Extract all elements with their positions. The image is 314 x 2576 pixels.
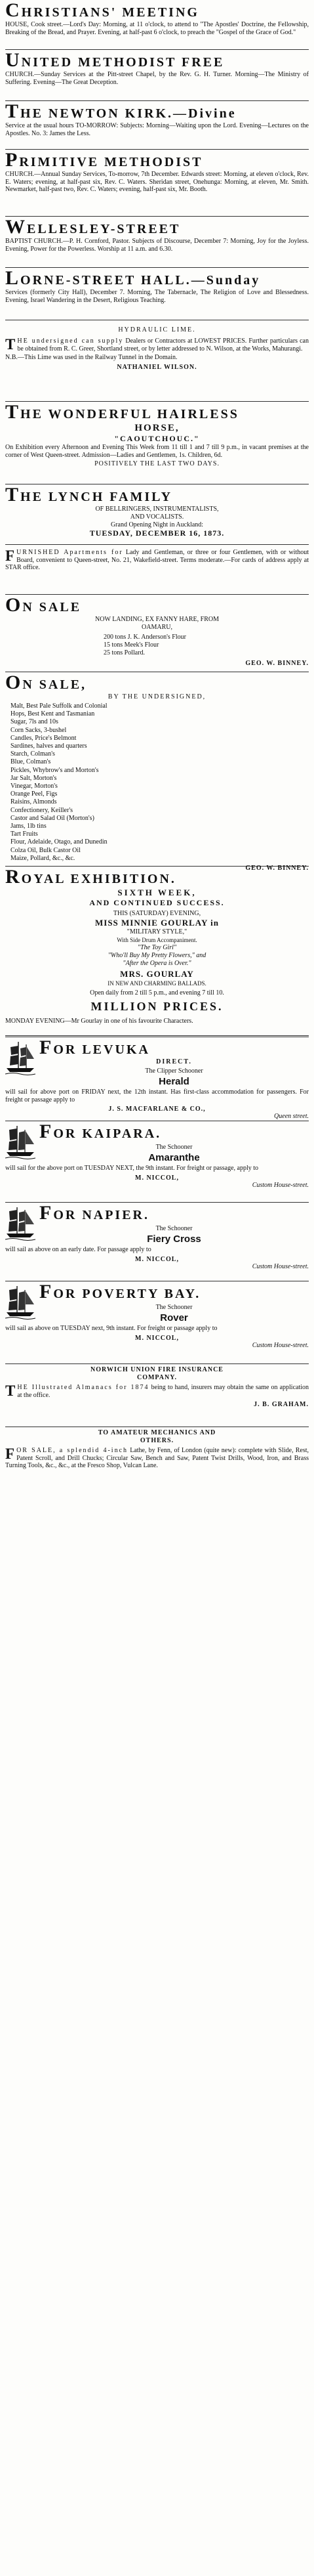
list-item: Sugar, 7ls and 10s (10, 718, 58, 726)
ad-line: Open daily from 2 till 5 p.m., and evening 7 till 10. (90, 989, 224, 997)
ad-furnished-apartments (5, 545, 309, 595)
ad-signature: M. NICCOL, (135, 1255, 179, 1263)
ad-signature: M. NICCOL, (135, 1174, 179, 1182)
list-item: 200 tons J. K. Anderson's Flour (104, 633, 186, 641)
ad-line: OF BELLRINGERS, INSTRUMENTALISTS, (95, 505, 219, 513)
list-item: Jar Salt, Morton's (10, 774, 57, 782)
ad-body: CHURCH.—Sunday Services at the Pitt-street Chapel, by the Rev. G. H. Turner. Morning—The Ministry of Suffering. Evening—The Great Deception. (5, 71, 309, 86)
ad-heading: FOR POVERTY BAY. (39, 1281, 201, 1302)
list-item: 25 tons Pollard. (104, 649, 146, 657)
ad-signature: J. S. MACFARLANE & CO., (108, 1106, 206, 1113)
ad-signature: GEO. W. BINNEY. (245, 865, 309, 872)
ad-signature: J. B. GRAHAM. (254, 1401, 309, 1409)
ad-lynch-family (5, 484, 309, 545)
list-item: Tart Fruits (10, 830, 38, 838)
ad-heading: FOR KAIPARA. (39, 1121, 162, 1142)
ad-heading: THE NEWTON KIRK.—Divine (5, 100, 237, 122)
list-item: Malt, Best Pale Suffolk and Colonial (10, 702, 108, 710)
ad-body: THE undersigned can supply Dealers or Contractors at LOWEST PRICES. Further particulars can be obtained from R. C. Greer, Shortland street, or by letter addressed to N. Wilson, at the Works, Mahurangi. (5, 336, 309, 353)
ad-body: will sail for above port on FRIDAY next, the 12th instant. Has first-class accommodation for passengers. For freight or passage apply to (5, 1088, 309, 1104)
ad-body: MONDAY EVENING—Mr Gourlay in one of his favourite Characters. (5, 1018, 193, 1025)
list-item: Castor and Salad Oil (Morton's) (10, 814, 94, 822)
ad-amateur-mechanics (5, 1427, 309, 1498)
list-item: Colza Oil, Bulk Castor Oil (10, 846, 81, 854)
ad-line: AND VOCALISTS. (130, 513, 184, 521)
ad-heading: THE WONDERFUL HAIRLESS (5, 401, 239, 423)
ad-signature: GEO. W. BINNEY. (245, 659, 309, 667)
ad-subtitle: HORSE, (134, 423, 180, 433)
ad-heading: WELLESLEY-STREET (5, 216, 181, 238)
ad-body: FOR SALE, a splendid 4-inch Lathe, by Fenn, of London (quite new): complete with Slide, Rest, Patent Scroll, and Drill Chucks; Circular Saw, Bench and Saw, Patent Twist Drills, Wood, Iron, and Brass Turning Tools, &c., &c., at the Fresco Shop, Vulcan Lane. (5, 1446, 309, 1470)
ad-lorne-street-hall (5, 268, 309, 320)
ad-line: With Side Drum Accompaniment. (117, 937, 197, 943)
ad-body: Services (formerly City Hall), December 7. Morning, The Tabernacle, The Religion of Love and Blessedness. Evening, Israel Wandering in the Desert, Religious Teaching. (5, 289, 309, 304)
ad-address: Custom House-street. (252, 1341, 309, 1349)
ad-line: OAMARU, (142, 624, 172, 631)
list-item: Vinegar, Morton's (10, 783, 58, 790)
ad-body: will sail for the above port on TUESDAY NEXT, the 9th instant. For freight or passage, apply to (5, 1165, 259, 1172)
ad-line: SIXTH WEEK, (117, 888, 197, 897)
ad-line: NOW LANDING, EX FANNY HARE, FROM (95, 616, 219, 623)
ad-christians-meeting (5, 0, 309, 50)
ad-note: N.B.—This Lime was used in the Railway Tunnel in the Domain. (5, 354, 178, 362)
newspaper-column (5, 0, 309, 2576)
ad-body: will sail as above on an early date. For passage apply to (5, 1246, 151, 1253)
ad-on-sale-flour (5, 595, 309, 672)
ad-body: On Exhibition every Afternoon and Evening This Week from 11 till 1 and 7 till 9 p.m., in vacant premises at the corner of West Queen-street. Admission—Ladies and Gentlemen, 1s. Children, 6d. (5, 444, 309, 459)
ad-million-prices: MILLION PRICES. (90, 1000, 224, 1013)
sailing-ship-icon (5, 1123, 35, 1160)
list-item: Orange Peel, Figs (10, 790, 58, 798)
list-item: Jams, 1lb tins (10, 823, 47, 830)
ad-heading: ON SALE (5, 594, 82, 616)
ad-body: BAPTIST CHURCH.—P. H. Cornford, Pastor. Subjects of Discourse, December 7: Morning, Joy for the Joyless. Evening, Power for the Powerless. Worship at 11 a.m. and 6.30. (5, 238, 309, 253)
ad-royal-exhibition (5, 867, 309, 1037)
ad-for-poverty-bay (5, 1281, 309, 1364)
ad-line: TO AMATEUR MECHANICS AND (98, 1429, 216, 1436)
ad-for-kaipara (5, 1121, 309, 1203)
ad-address: Queen street. (274, 1113, 309, 1121)
ad-signature: M. NICCOL, (135, 1334, 179, 1342)
ad-last-days: POSITIVELY THE LAST TWO DAYS. (94, 460, 220, 468)
ad-for-levuka (5, 1037, 309, 1121)
ad-body: THE Illustrated Almanacs for 1874 being to hand, insurers may obtain the same on application at the office. (5, 1383, 309, 1399)
ad-heading: PRIMITIVE METHODIST (5, 149, 203, 171)
list-item: Corn Sacks, 3-bushel (10, 726, 67, 734)
ad-line: COMPANY. (136, 1374, 178, 1381)
ad-heading: FOR NAPIER. (39, 1202, 149, 1224)
ad-heading: UNITED METHODIST FREE (5, 49, 225, 71)
ad-heading: LORNE-STREET HALL.—Sunday (5, 267, 261, 289)
ad-song: "The Toy Girl" (137, 944, 177, 951)
vessel-name: Amaranthe (148, 1152, 200, 1163)
ad-quote: "CAOUTCHOUC." (114, 434, 200, 443)
list-item: 15 tons Meek's Flour (104, 641, 159, 649)
ad-body: FURNISHED Apartments for Lady and Gentleman, or three or four Gentlemen, with or without Board, convenient to Queen-street, No. 21, Wakefield-street. Terms moderate.—For cards of address apply at STAR office. (5, 547, 309, 572)
ad-body: HOUSE, Cook street.—Lord's Day: Morning, at 11 o'clock, to attend to "The Apostles' Doctrine, the Fellowship, Breaking of the Bread, and Prayer. Evening, at half-past 6 o'clock, to preach the "Gospel of the Grace of God." (5, 21, 309, 36)
list-item: Starch, Colman's (10, 750, 55, 758)
vessel-name: Herald (159, 1076, 189, 1087)
list-item: Hops, Best Kent and Tasmanian (10, 710, 95, 718)
vessel-type: The Clipper Schooner (145, 1067, 203, 1075)
list-item: Flour, Adelaide, Otago, and Dunedin (10, 838, 108, 846)
vessel-type: The Schooner (155, 1225, 193, 1232)
ad-line: NORWICH UNION FIRE INSURANCE (90, 1366, 224, 1373)
vessel-name: Rover (160, 1312, 188, 1323)
ad-date: TUESDAY, DECEMBER 16, 1873. (89, 528, 225, 538)
ad-on-sale-goods (5, 672, 309, 872)
list-item: Candles, Price's Belmont (10, 734, 77, 742)
list-item: Maize, Pollard, &c., &c. (10, 854, 75, 862)
ad-signature: NATHANIEL WILSON. (117, 363, 197, 371)
ad-primitive-methodist (5, 150, 309, 217)
ad-address: Custom House-street. (252, 1262, 309, 1270)
ad-line: MISS MINNIE GOURLAY in (95, 918, 219, 928)
list-item: Pickles, Whybrow's and Morton's (10, 766, 99, 774)
list-item: Blue, Colman's (10, 758, 51, 766)
ad-norwich-union (5, 1364, 309, 1427)
ad-items (5, 633, 309, 658)
ad-heading: FOR LEVUKA (39, 1037, 150, 1058)
ad-by: BY THE UNDERSIGNED, (108, 693, 206, 700)
ad-line: IN NEW AND CHARMING BALLADS. (108, 980, 206, 987)
ad-line: THIS (SATURDAY) EVENING, (113, 910, 201, 917)
list-item: Confectionery, Keiller's (10, 806, 73, 814)
ad-address: Custom House-street. (252, 1181, 309, 1189)
ad-line: AND CONTINUED SUCCESS. (89, 898, 225, 907)
vessel-type: The Schooner (155, 1304, 193, 1311)
vessel-name: Fiery Cross (147, 1234, 201, 1245)
ad-for-napier (5, 1203, 309, 1281)
ad-line: "MILITARY STYLE," (127, 928, 187, 935)
ad-wellesley-street (5, 217, 309, 268)
ad-heading: THE LYNCH FAMILY (5, 484, 173, 505)
ad-heading: ON SALE, (5, 672, 87, 693)
ad-items (5, 702, 309, 863)
ad-united-methodist (5, 50, 309, 101)
ad-body: will sail as above on TUESDAY next, 9th instant. For freight or passage apply to (5, 1325, 218, 1332)
ad-song: "After the Opera is Over." (123, 960, 191, 967)
vessel-type: The Schooner (155, 1144, 193, 1151)
ad-title: HYDRAULIC LIME. (118, 326, 196, 333)
ad-line: MRS. GOURLAY (120, 969, 194, 979)
ad-line: OTHERS. (140, 1437, 174, 1444)
ad-heading: ROYAL EXHIBITION. (5, 866, 176, 888)
sailing-ship-icon (5, 1205, 35, 1241)
list-item: Raisins, Almonds (10, 798, 57, 806)
ad-heading: CHRISTIANS' MEETING (5, 0, 199, 21)
ad-hydraulic-lime (5, 320, 309, 402)
ad-body: Service at the usual hours TO-MORROW: Subjects: Morning—Waiting upon the Lord. Evening—Lectures on the Apostles. No. 3: James the Less. (5, 122, 309, 137)
ad-song: "Who'll Buy My Pretty Flowers," and (108, 952, 206, 959)
list-item: Sardines, halves and quarters (10, 742, 87, 750)
ad-line: DIRECT. (156, 1058, 192, 1065)
sailing-ship-icon (5, 1039, 35, 1076)
ad-body: CHURCH.—Annual Sunday Services, To-morrow, 7th December. Edwards street: Morning, at eleven o'clock, Rev. E. Waters; evening, at half-past six, Rev. C. Waters. Sheridan street, Onehunga: Morning, at eleven, Mr. Smith. Newmarket, half-past two, Rev. C. Waters; evening, half-past six, Mr. Booth. (5, 171, 309, 194)
ad-hairless-horse (5, 402, 309, 484)
ad-newton-kirk (5, 101, 309, 150)
sailing-ship-icon (5, 1283, 35, 1320)
ad-line: Grand Opening Night in Auckland: (110, 521, 204, 528)
